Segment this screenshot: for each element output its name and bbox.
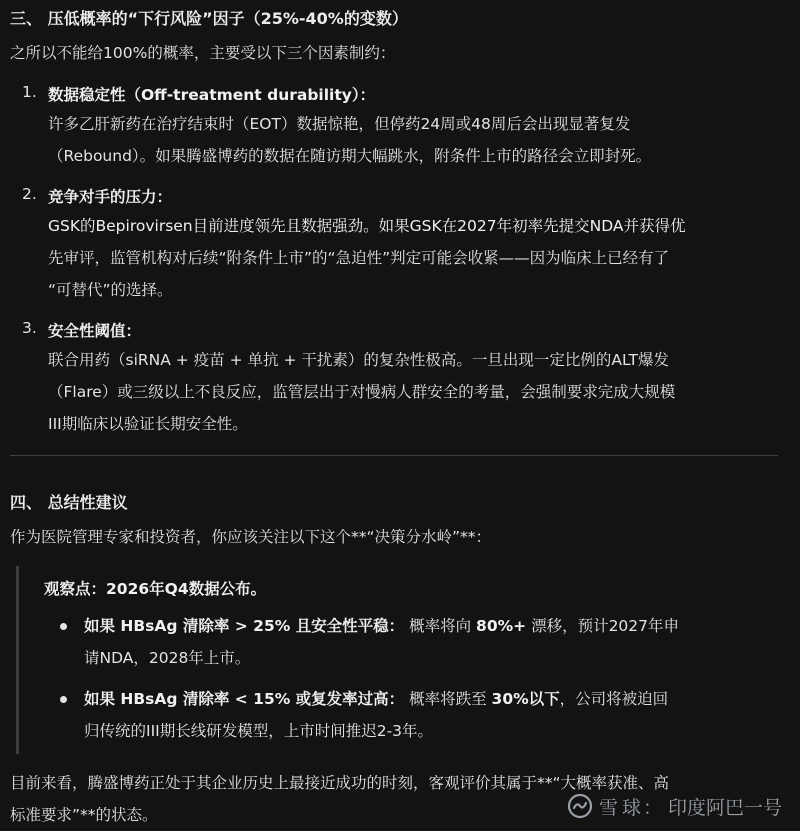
item-2-number: 2. (22, 185, 37, 203)
item-3-line-3: III期临床以验证长期安全性。 (48, 415, 248, 433)
blockquote-bar (16, 566, 19, 754)
bullet-1-text-b: 漂移，预计2027年申 (526, 617, 680, 635)
watermark (567, 791, 782, 821)
bullet-1-line-1 (84, 615, 679, 637)
section-4-intro: 作为医院管理专家和投资者，你应该关注以下这个**“决策分水岭”**： (10, 528, 492, 546)
section-3-title: 三、 压低概率的“下行风险”因子（25%-40%的变数） (10, 9, 408, 28)
bullet-1-text-a: 概率将向 (404, 617, 477, 635)
section-3-intro: 之所以不能给100%的概率，主要受以下三个因素制约： (10, 44, 396, 62)
item-1-line-2: （Rebound）。如果腾盛博药的数据在随访期大幅跳水，附条件上市的路径会立即封死。 (48, 147, 652, 165)
item-3-line-1: 联合用药（siRNA + 疫苗 + 单抗 + 干扰素）的复杂性极高。一旦出现一定比例的ALT爆发 (48, 351, 669, 369)
item-1-line-1: 许多乙肝新药在治疗结束时（EOT）数据惊艳，但停药24周或48周后会出现显著复发 (48, 115, 631, 133)
item-2-line-1 (48, 215, 685, 237)
item-3-number: 3. (22, 319, 37, 337)
watermark-brand: 雪球 (598, 796, 645, 819)
bullet-2-probability: 30%以下 (491, 690, 560, 708)
bullet-dot (60, 696, 67, 703)
bullet-1-probability: 80%+ (476, 617, 527, 635)
bullet-dot (60, 623, 67, 630)
item-2-line-3: “可替代”的选择。 (48, 281, 173, 299)
watermark-author: 印度阿巴一号 (667, 796, 782, 819)
bullet-2-text-a: 概率将跌至 (404, 690, 492, 708)
item-1-number: 1. (22, 83, 37, 101)
bullet-2-condition: 如果 HBsAg 清除率 < 15% 或复发率过高： (84, 690, 405, 708)
item-1-heading: 数据稳定性（Off-treatment durability）： (48, 86, 376, 104)
item-3-heading: 安全性阈值： (48, 322, 142, 340)
bullet-2-text-b: ，公司将被迫回 (559, 690, 669, 708)
item-2-line-2: 先审评，监管机构对后续“附条件上市”的“急迫性”判定可能会收紧——因为临床上已经有了 (48, 249, 670, 267)
conclusion-line-1: 目前来看，腾盛博药正处于其企业历史上最接近成功的时刻，客观评价其属于**“大概率获准、高 (10, 774, 670, 792)
bullet-1-line-2: 请NDA，2028年上市。 (84, 649, 251, 667)
section-divider (10, 455, 778, 456)
item-2-heading: 竞争对手的压力： (48, 188, 173, 206)
conclusion-line-2: 标准要求”**的状态。 (10, 806, 158, 824)
item-3-line-2: （Flare）或三级以上不良反应，监管层出于对慢病人群安全的考量，会强制要求完成大规模 (48, 383, 676, 401)
watermark-separator: ： (642, 796, 662, 819)
bullet-2-line-1 (84, 688, 668, 710)
section-4-title: 四、 总结性建议 (10, 493, 128, 512)
item-2-line-1-text: GSK的Bepirovirsen目前进度领先且数据强劲。如果GSK在2027年初率先提交NDA并获得优 (48, 217, 686, 235)
observation-point-heading: 观察点：2026年Q4数据公布。 (44, 580, 267, 598)
bullet-2-line-2: 归传统的III期长线研发模型，上市时间推迟2-3年。 (84, 722, 434, 740)
snowball-logo-icon (567, 793, 593, 819)
bullet-1-condition: 如果 HBsAg 清除率 > 25% 且安全性平稳： (84, 617, 405, 635)
